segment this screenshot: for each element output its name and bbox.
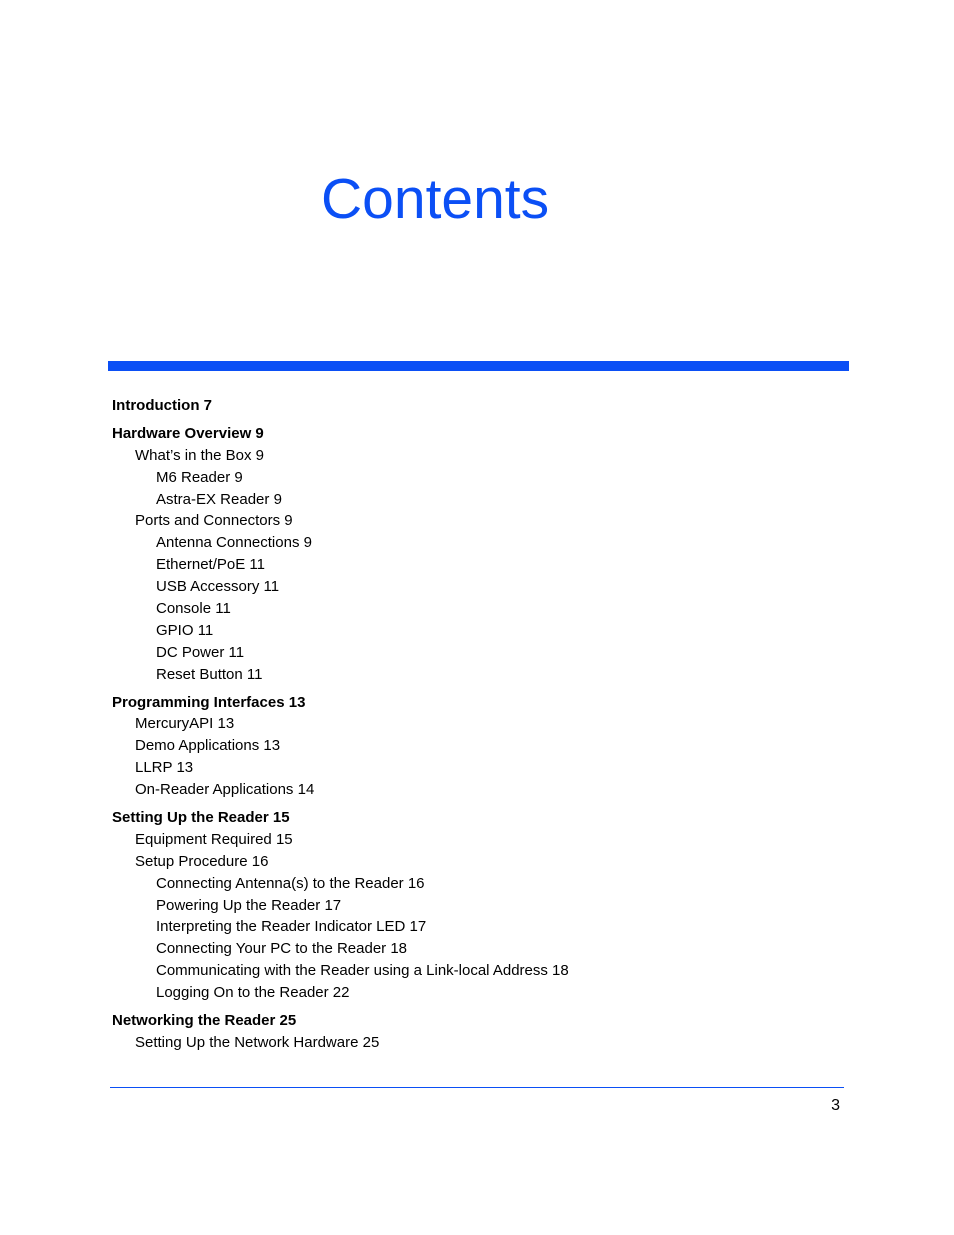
toc-entry-page: 11 <box>197 621 214 639</box>
toc-entry-label: Astra-EX Reader <box>156 490 270 508</box>
toc-entry-label: Setup Procedure <box>135 852 248 870</box>
toc-entry-page: 9 <box>255 424 264 442</box>
title-divider <box>108 361 849 371</box>
toc-entry-label: LLRP <box>135 759 173 777</box>
toc-entry-label: Setting Up the Network Hardware <box>135 1033 359 1051</box>
toc-entry-page: 11 <box>246 665 263 683</box>
toc-entry-label: Setting Up the Reader <box>112 809 269 827</box>
footer-divider <box>110 1087 844 1088</box>
toc-entry[interactable] <box>112 713 832 735</box>
toc-entry-page: 13 <box>263 737 281 755</box>
toc-entry[interactable] <box>112 873 832 895</box>
toc-entry-label: Connecting Antenna(s) to the Reader <box>156 874 404 892</box>
toc-entry-label: Equipment Required <box>135 830 272 848</box>
toc-entry-label: Console <box>156 600 212 618</box>
toc-entry[interactable] <box>112 757 832 779</box>
toc-entry[interactable] <box>112 1032 832 1054</box>
toc-entry[interactable] <box>112 829 832 851</box>
toc-entry[interactable] <box>112 489 832 511</box>
toc-entry[interactable] <box>112 982 832 1004</box>
toc-entry[interactable] <box>112 467 832 489</box>
toc-entry-page: 15 <box>275 830 293 848</box>
toc-entry-page: 25 <box>279 1012 297 1030</box>
toc-entry-page: 16 <box>251 852 269 870</box>
toc-entry-label: Ports and Connectors <box>135 512 281 530</box>
toc-entry[interactable] <box>112 598 832 620</box>
toc-entry[interactable] <box>112 916 832 938</box>
toc-entry-page: 13 <box>217 715 235 733</box>
toc-entry-label: Hardware Overview <box>112 424 252 442</box>
toc-entry[interactable] <box>112 554 832 576</box>
toc-entry-page: 9 <box>234 468 243 486</box>
toc-entry-page: 9 <box>303 534 312 552</box>
toc-entry-label: Demo Applications <box>135 737 260 755</box>
toc-entry-page: 13 <box>288 693 306 711</box>
toc-entry[interactable] <box>112 576 832 598</box>
toc-entry-page: 11 <box>249 556 265 574</box>
toc-entry-page: 9 <box>255 446 264 464</box>
toc-entry-label: On-Reader Applications <box>135 781 294 799</box>
toc-entry-page: 17 <box>324 896 342 914</box>
toc-entry-label: GPIO <box>156 621 194 639</box>
toc-entry-page: 11 <box>228 643 245 661</box>
toc-entry-label: Ethernet/PoE <box>156 556 246 574</box>
toc-entry[interactable] <box>112 664 832 686</box>
toc-entry-page: 16 <box>407 874 425 892</box>
toc-entry-label: Connecting Your PC to the Reader <box>156 940 387 958</box>
toc-entry[interactable] <box>112 642 832 664</box>
toc-entry-label: Introduction <box>112 397 200 414</box>
toc-entry-label: USB Accessory <box>156 578 260 596</box>
toc-entry-page: 14 <box>297 781 315 799</box>
page-number: 3 <box>831 1097 840 1114</box>
toc-entry-page: 11 <box>215 600 231 618</box>
toc-entry[interactable] <box>112 423 832 445</box>
toc-entry-page: 15 <box>272 809 290 827</box>
toc-entry-page: 9 <box>273 490 282 508</box>
toc-entry[interactable] <box>112 960 832 982</box>
toc-entry-label: MercuryAPI <box>135 715 214 733</box>
toc-entry[interactable] <box>112 620 832 642</box>
toc-entry[interactable] <box>112 938 832 960</box>
toc-entry-page: 22 <box>332 984 350 1002</box>
toc-entry-label: Reset Button <box>156 665 243 683</box>
toc-entry-label: M6 Reader <box>156 468 231 486</box>
toc-entry-label: DC Power <box>156 643 225 661</box>
toc-entry-page: 18 <box>390 940 408 958</box>
toc-entry[interactable] <box>112 532 832 554</box>
toc-entry-page: 7 <box>203 397 212 414</box>
toc-entry[interactable] <box>112 510 832 532</box>
toc-entry[interactable] <box>112 851 832 873</box>
toc-entry[interactable] <box>112 735 832 757</box>
toc-entry-label: Networking the Reader <box>112 1012 276 1030</box>
toc-entry-label: Communicating with the Reader using a Link-local Address <box>156 962 548 980</box>
toc-entry-page: 18 <box>552 962 569 980</box>
toc-entry-label: Powering Up the Reader <box>156 896 321 914</box>
toc-entry-page: 9 <box>284 512 293 530</box>
toc-entry-label: Antenna Connections <box>156 534 300 552</box>
toc-entry[interactable] <box>112 395 832 417</box>
toc-entry-page: 11 <box>263 578 280 596</box>
page-title: Contents <box>321 167 550 231</box>
toc-entry[interactable] <box>112 692 832 714</box>
table-of-contents <box>112 395 832 1054</box>
toc-entry-label: Programming Interfaces <box>112 693 285 711</box>
toc-entry[interactable] <box>112 1010 832 1032</box>
toc-entry-label: Interpreting the Reader Indicator LED <box>156 918 406 936</box>
toc-entry-page: 25 <box>362 1033 380 1051</box>
toc-entry-label: Logging On to the Reader <box>156 984 329 1002</box>
toc-entry[interactable] <box>112 895 832 917</box>
toc-entry[interactable] <box>112 807 832 829</box>
toc-entry-page: 17 <box>409 918 427 936</box>
toc-entry-label: What’s in the Box <box>135 446 252 464</box>
toc-entry[interactable] <box>112 445 832 467</box>
toc-entry-page: 13 <box>176 759 194 777</box>
toc-entry[interactable] <box>112 779 832 801</box>
